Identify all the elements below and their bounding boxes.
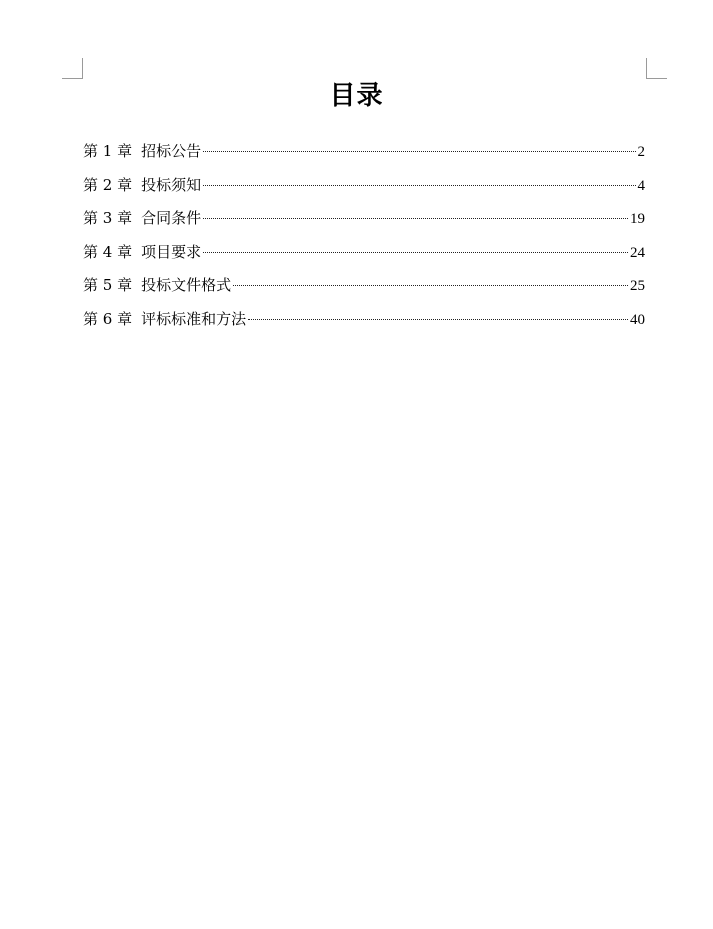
toc-entry[interactable] bbox=[83, 308, 645, 342]
crop-mark-top-right bbox=[646, 58, 667, 79]
toc-page-number: 25 bbox=[630, 278, 645, 295]
toc-entry[interactable] bbox=[83, 174, 645, 208]
crop-mark-top-left bbox=[62, 58, 83, 79]
toc-chapter-number: 第 5 章 bbox=[83, 276, 133, 295]
dot-leader bbox=[248, 319, 628, 320]
dot-leader bbox=[203, 151, 635, 152]
toc-chapter-title: 投标须知 bbox=[141, 175, 202, 194]
toc-chapter-number: 第 2 章 bbox=[83, 175, 133, 194]
dot-leader bbox=[233, 285, 628, 286]
toc-chapter-title: 项目要求 bbox=[141, 242, 202, 261]
toc-entry[interactable] bbox=[83, 140, 645, 174]
toc-entry[interactable] bbox=[83, 274, 645, 308]
toc-page-number: 24 bbox=[630, 244, 645, 261]
dot-leader bbox=[203, 218, 628, 219]
toc-entry[interactable] bbox=[83, 241, 645, 275]
toc-chapter-number: 第 6 章 bbox=[83, 309, 133, 328]
dot-leader bbox=[203, 252, 628, 253]
toc-chapter-title: 投标文件格式 bbox=[141, 276, 232, 295]
toc-title: 目录 bbox=[329, 81, 384, 111]
dot-leader bbox=[203, 185, 635, 186]
toc-page-number: 4 bbox=[637, 177, 645, 194]
toc-chapter-number: 第 1 章 bbox=[83, 142, 133, 160]
table-of-contents bbox=[83, 140, 645, 342]
toc-chapter-title: 评标标准和方法 bbox=[141, 309, 247, 328]
toc-chapter-title: 招标公告 bbox=[141, 142, 202, 160]
toc-chapter-number: 第 4 章 bbox=[83, 242, 133, 261]
toc-entry[interactable] bbox=[83, 207, 645, 241]
toc-page-number: 40 bbox=[630, 311, 645, 328]
toc-chapter-number: 第 3 章 bbox=[83, 209, 133, 228]
toc-chapter-title: 合同条件 bbox=[141, 209, 202, 228]
toc-page-number: 2 bbox=[637, 144, 645, 160]
toc-page-number: 19 bbox=[630, 211, 645, 228]
